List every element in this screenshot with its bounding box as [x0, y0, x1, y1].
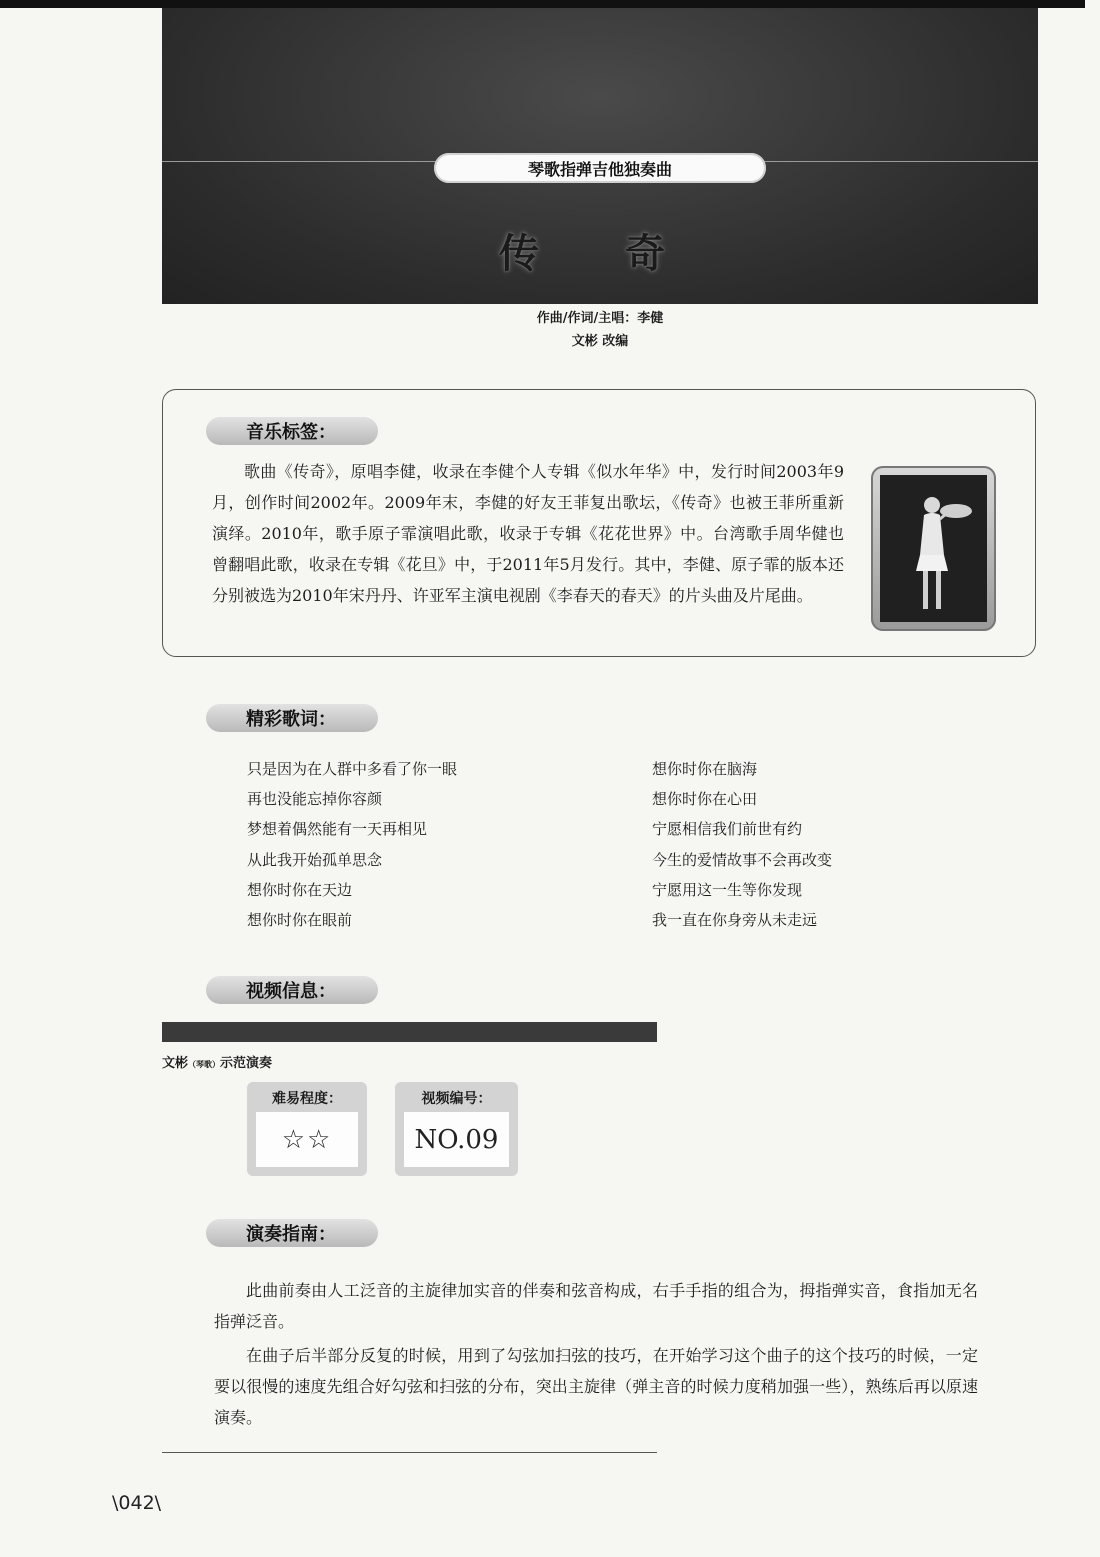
guide-label: 演奏指南：	[206, 1219, 378, 1247]
top-edge	[0, 0, 1085, 8]
lyric-line: 从此我开始孤单思念	[247, 850, 383, 869]
lyric-line: 宁愿用这一生等你发现	[652, 880, 803, 899]
demo-name: 文彬	[162, 1056, 189, 1071]
demo-suffix: 示范演奏	[220, 1056, 273, 1071]
singer-figure-icon	[880, 475, 987, 622]
lyrics-left-column	[247, 754, 457, 935]
video-number-value: NO.09	[414, 1124, 499, 1155]
demo-performer	[162, 1052, 272, 1071]
music-tag-text: 歌曲《传奇》，原唱李健，收录在李健个人专辑《似水年华》中，发行时间2003年9月，创作时间2002年。2009年末，李健的好友王菲复出歌坛，《传奇》也被王菲所重新演绎。2010年，歌手原子霏演唱此歌，收录于专辑《花花世界》中。台湾歌手周华健也曾翻唱此歌，收录在专辑《花旦》中，于2011年5月发行。其中，李健、原子霏的版本还分别被选为2010年宋丹丹、许亚军主演电视剧《李春天的春天》的片头曲及片尾曲。	[212, 462, 844, 605]
lyric-line: 再也没能忘掉你容颜	[247, 790, 383, 809]
video-info-label: 视频信息：	[206, 976, 378, 1004]
lyric-line: 只是因为在人群中多看了你一眼	[247, 760, 458, 778]
page-number: \042\	[112, 1492, 162, 1514]
lyric-line: 梦想着偶然能有一天再相见	[247, 820, 428, 839]
lyric-line: 想你时你在眼前	[247, 911, 353, 930]
lyric-line: 想你时你在心田	[652, 790, 758, 809]
video-bar	[162, 1022, 657, 1042]
guide-paragraph-2: 在曲子后半部分反复的时候，用到了勾弦加扫弦的技巧，在开始学习这个曲子的这个技巧的时候，一定要以很慢的速度先组合好勾弦和扫弦的分布，突出主旋律（弹主音的时候力度稍加强一些），熟练后再以原速演奏。	[214, 1346, 978, 1427]
singer-photo	[880, 475, 987, 622]
lyric-line: 宁愿相信我们前世有约	[652, 820, 803, 839]
page-title: 传 奇	[499, 230, 701, 277]
lyric-line: 想你时你在脑海	[652, 760, 758, 778]
lyrics-right-column	[652, 754, 832, 935]
video-number-label: 视频编号：	[421, 1091, 492, 1107]
header-banner	[162, 8, 1038, 304]
lyric-line: 我一直在你身旁从未走远	[652, 911, 818, 930]
lyric-line: 想你时你在天边	[247, 880, 353, 899]
difficulty-body	[256, 1112, 358, 1167]
series-label: 琴歌指弹吉他独奏曲	[434, 153, 766, 183]
lyric-line: 今生的爱情故事不会再改变	[652, 850, 833, 869]
arranger-line: 文彬 改编	[571, 334, 629, 349]
credit-line: 作曲/作词/主唱：李健	[536, 311, 664, 326]
video-number-body	[404, 1112, 509, 1167]
footer-divider	[162, 1452, 657, 1453]
video-number-card	[395, 1082, 518, 1176]
demo-note: （琴歌）	[188, 1060, 221, 1069]
difficulty-label: 难易程度：	[272, 1091, 342, 1107]
difficulty-stars: ☆☆	[281, 1124, 333, 1155]
difficulty-card	[247, 1082, 367, 1176]
lyrics-label: 精彩歌词：	[206, 704, 378, 732]
music-tag-label: 音乐标签：	[206, 417, 378, 445]
guide-paragraph-1: 此曲前奏由人工泛音的主旋律加实音的伴奏和弦音构成，右手手指的组合为，拇指弹实音，食指加无名指弹泛音。	[214, 1281, 978, 1331]
